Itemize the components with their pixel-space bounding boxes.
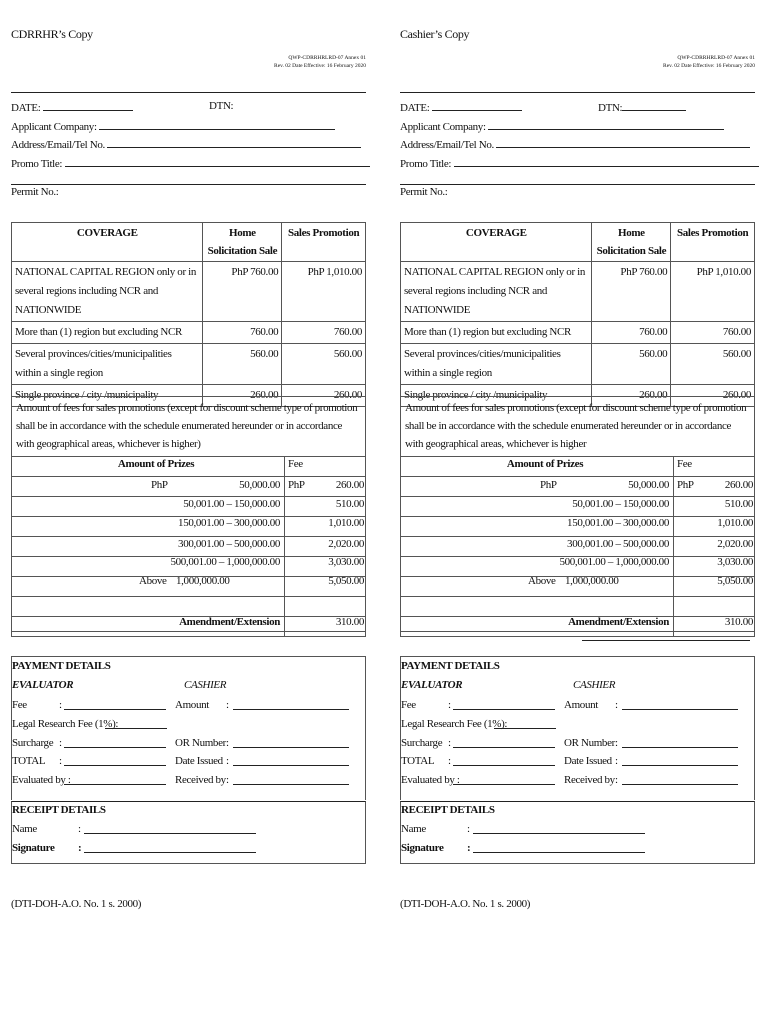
coverage-area: NATIONAL CAPITAL REGION only or in several regions including NCR and NATIONWIDE	[12, 262, 203, 322]
php-label: PhP	[151, 479, 168, 491]
received-by-label: Received by	[564, 774, 615, 786]
prize-range: 150,001.00 – 300,000.00	[178, 517, 280, 529]
fee-header: Fee	[677, 458, 692, 470]
received-by-label: Received by	[175, 774, 226, 786]
prize-range: 50,001.00 – 150,000.00	[572, 498, 669, 510]
above-value: 1,000,000.00	[176, 575, 230, 587]
prize-row	[11, 476, 366, 495]
colon: :	[226, 737, 229, 749]
fee-label: Fee	[12, 699, 27, 711]
name-field[interactable]	[84, 823, 256, 834]
surcharge-label: Surcharge	[12, 737, 54, 749]
amount-label: Amount	[564, 699, 598, 711]
promo-fee: 260.00	[671, 385, 755, 407]
prize-row	[400, 514, 755, 533]
fee-label: Fee	[401, 699, 416, 711]
coverage-area: Single province / city /municipality	[12, 385, 203, 407]
coverage-area: Single province / city /municipality	[401, 385, 592, 407]
date-row	[11, 100, 366, 114]
prize-row	[11, 553, 366, 572]
date-label: DATE:	[400, 102, 430, 114]
fees-intro: Amount of fees for sales promotions (except for discount scheme type of promotion shall be in accordance with the schedule enumerated hereunder or in accordance with geographical areas, whichever is higher	[405, 402, 747, 450]
coverage-header: COVERAGE	[12, 223, 203, 262]
evaluated-by-label: Evaluated by :	[401, 774, 460, 786]
above-label: Above	[528, 575, 556, 587]
fee-header: Fee	[288, 458, 303, 470]
surcharge-label: Surcharge	[401, 737, 443, 749]
permit-row	[11, 186, 366, 198]
prize-range: 300,001.00 – 500,000.00	[567, 538, 669, 550]
signature-field[interactable]	[473, 842, 645, 853]
home-fee: 260.00	[592, 385, 671, 407]
coverage-row	[401, 322, 755, 344]
divider	[400, 184, 755, 185]
payment-details-box	[400, 656, 755, 800]
home-fee: 560.00	[203, 344, 282, 385]
colon: :	[467, 842, 471, 854]
home-solicitation-header: Home Solicitation Sale	[203, 223, 282, 262]
above-value: 1,000,000.00	[565, 575, 619, 587]
evaluator-label: EVALUATOR	[12, 679, 74, 691]
signature-field[interactable]	[84, 842, 256, 853]
prize-row	[11, 535, 366, 554]
company-label: Applicant Company:	[400, 121, 486, 133]
surcharge-field[interactable]	[453, 737, 555, 748]
colon: :	[467, 823, 470, 835]
date-field[interactable]	[432, 100, 522, 111]
amount-header: Amount of Prizes	[117, 458, 195, 470]
company-row	[400, 119, 755, 133]
colon: :	[78, 842, 82, 854]
payment-title: PAYMENT DETAILS	[12, 660, 111, 672]
cashier-label: CASHIER	[184, 679, 227, 691]
received-by-field[interactable]	[622, 774, 738, 785]
receipt-title: RECEIPT DETAILS	[12, 804, 106, 816]
prize-row	[11, 495, 366, 514]
colon: :	[78, 823, 81, 835]
prize-row	[400, 495, 755, 514]
total-field[interactable]	[64, 755, 166, 766]
evaluated-by-label: Evaluated by :	[12, 774, 71, 786]
coverage-row	[12, 322, 366, 344]
fee-field[interactable]	[453, 699, 555, 710]
coverage-row	[401, 262, 755, 322]
coverage-header-row	[12, 223, 366, 262]
copy-title: CDRRHR’s Copy	[11, 27, 93, 41]
prize-fee: 510.00	[335, 498, 364, 510]
home-fee: 760.00	[592, 322, 671, 344]
colon: :	[448, 699, 451, 711]
cashier-label: CASHIER	[573, 679, 616, 691]
prize-row-above	[11, 572, 366, 591]
copy-title: Cashier’s Copy	[400, 27, 470, 41]
sales-promotion-header: Sales Promotion	[671, 223, 755, 262]
receipt-details-box	[11, 801, 366, 864]
footer-reference: (DTI-DOH-A.O. No. 1 s. 2000)	[400, 898, 531, 910]
prize-fee: 2,020.00	[717, 538, 753, 550]
amount-header: Amount of Prizes	[506, 458, 584, 470]
promo-fee: 260.00	[282, 385, 366, 407]
amount-field[interactable]	[622, 699, 738, 710]
prize-row	[400, 476, 755, 495]
coverage-header: COVERAGE	[401, 223, 592, 262]
colon: :	[615, 774, 618, 786]
date-issued-field[interactable]	[233, 755, 349, 766]
amendment-row	[400, 613, 755, 632]
company-field[interactable]	[488, 119, 724, 130]
total-label: TOTAL	[401, 755, 435, 767]
address-label: Address/Email/Tel No.	[11, 139, 105, 151]
home-fee: 260.00	[203, 385, 282, 407]
colon: :	[448, 737, 451, 749]
coverage-header-row	[401, 223, 755, 262]
company-label: Applicant Company:	[11, 121, 97, 133]
php-label: PhP	[288, 479, 305, 491]
address-row	[400, 137, 755, 151]
or-number-field[interactable]	[622, 737, 738, 748]
php-label: PhP	[677, 479, 694, 491]
address-label: Address/Email/Tel No.	[400, 139, 494, 151]
promo-fee: PhP 1,010.00	[282, 262, 366, 322]
amount-field[interactable]	[233, 699, 349, 710]
above-fee: 5,050.00	[328, 575, 364, 587]
colon: :	[59, 737, 62, 749]
prize-range: 150,001.00 – 300,000.00	[567, 517, 669, 529]
prize-fee: 260.00	[724, 479, 753, 491]
colon: :	[59, 699, 62, 711]
legal-research-fee-label: Legal Research Fee (1%):	[12, 718, 119, 730]
coverage-row	[401, 344, 755, 385]
prize-row	[400, 535, 755, 554]
amendment-label: Amendment/Extension	[179, 616, 280, 628]
prize-row	[11, 514, 366, 533]
prize-fee: 260.00	[335, 479, 364, 491]
colon: :	[226, 774, 229, 786]
or-number-label: OR Number	[564, 737, 615, 749]
above-label: Above	[139, 575, 167, 587]
legal-research-fee-field[interactable]	[494, 718, 556, 729]
divider	[11, 184, 366, 185]
divider	[11, 92, 366, 93]
legal-research-fee-field[interactable]	[105, 718, 167, 729]
divider	[400, 92, 755, 93]
receipt-title: RECEIPT DETAILS	[401, 804, 495, 816]
fee-field[interactable]	[64, 699, 166, 710]
form-code-line2: Rev. 02 Date Effective: 16 February 2020	[663, 63, 755, 69]
coverage-table	[11, 222, 366, 407]
prize-fee: 510.00	[724, 498, 753, 510]
prize-row-above	[400, 572, 755, 591]
payment-details-box	[11, 656, 366, 800]
promo-field[interactable]	[65, 156, 370, 167]
amendment-row	[11, 613, 366, 632]
coverage-area: NATIONAL CAPITAL REGION only or in several regions including NCR and NATIONWIDE	[401, 262, 592, 322]
prize-range: 300,001.00 – 500,000.00	[178, 538, 280, 550]
prize-fee: 1,010.00	[717, 517, 753, 529]
prize-fee: 3,030.00	[328, 556, 364, 568]
prize-range: 500,001.00 – 1,000,000.00	[170, 556, 280, 568]
permit-row	[400, 186, 755, 198]
company-row	[11, 119, 366, 133]
prize-range: 50,000.00	[239, 479, 280, 491]
prize-range: 50,001.00 – 150,000.00	[183, 498, 280, 510]
evaluated-by-field[interactable]	[64, 774, 166, 785]
form-code-line1: QWP-CDRRHRLRD-07 Annex 01	[288, 55, 366, 61]
form-code	[274, 54, 366, 70]
promo-fee: PhP 1,010.00	[671, 262, 755, 322]
promo-row	[11, 156, 366, 170]
payment-title: PAYMENT DETAILS	[401, 660, 500, 672]
or-number-label: OR Number	[175, 737, 226, 749]
dtn-field[interactable]	[622, 100, 686, 111]
coverage-table	[400, 222, 755, 407]
home-fee: 560.00	[592, 344, 671, 385]
total-field[interactable]	[453, 755, 555, 766]
prize-fee: 3,030.00	[717, 556, 753, 568]
amount-label: Amount	[175, 699, 209, 711]
coverage-area: Several provinces/cities/municipalities within a single region	[12, 344, 203, 385]
evaluator-label: EVALUATOR	[401, 679, 463, 691]
dtn-label: DTN:	[209, 100, 234, 112]
signature-label: Signature	[12, 842, 55, 854]
fees-intro: Amount of fees for sales promotions (except for discount scheme type of promotion shall be in accordance with the schedule enumerated hereunder or in accordance with geographical areas, whichever is higher)	[16, 402, 358, 450]
permit-label: Permit No.:	[11, 186, 59, 198]
date-issued-label: Date Issued	[564, 755, 612, 767]
coverage-row	[12, 344, 366, 385]
footer-reference: (DTI-DOH-A.O. No. 1 s. 2000)	[11, 898, 142, 910]
home-fee: PhP 760.00	[203, 262, 282, 322]
name-field[interactable]	[473, 823, 645, 834]
amendment-fee: 310.00	[724, 616, 753, 628]
promo-label: Promo Title:	[400, 158, 452, 170]
colon: :	[226, 755, 229, 767]
promo-fee: 760.00	[282, 322, 366, 344]
permit-label: Permit No.:	[400, 186, 448, 198]
sales-promotion-header: Sales Promotion	[282, 223, 366, 262]
home-fee: PhP 760.00	[592, 262, 671, 322]
name-label: Name	[401, 823, 426, 835]
amendment-fee: 310.00	[335, 616, 364, 628]
above-fee: 5,050.00	[717, 575, 753, 587]
home-fee: 760.00	[203, 322, 282, 344]
dtn-label	[598, 100, 686, 114]
coverage-row	[12, 262, 366, 322]
php-label: PhP	[540, 479, 557, 491]
coverage-area: Several provinces/cities/municipalities within a single region	[401, 344, 592, 385]
or-number-field[interactable]	[233, 737, 349, 748]
prize-row	[400, 553, 755, 572]
name-label: Name	[12, 823, 37, 835]
evaluated-by-field[interactable]	[453, 774, 555, 785]
form-code	[663, 54, 755, 70]
coverage-area: More than (1) region but excluding NCR	[12, 322, 203, 344]
surcharge-field[interactable]	[64, 737, 166, 748]
prize-fee: 2,020.00	[328, 538, 364, 550]
home-solicitation-header: Home Solicitation Sale	[592, 223, 671, 262]
address-row	[11, 137, 366, 151]
coverage-area: More than (1) region but excluding NCR	[401, 322, 592, 344]
date-row	[400, 100, 755, 114]
date-issued-field[interactable]	[622, 755, 738, 766]
address-field[interactable]	[107, 137, 361, 148]
date-issued-label: Date Issued	[175, 755, 223, 767]
amendment-label: Amendment/Extension	[568, 616, 669, 628]
received-by-field[interactable]	[233, 774, 349, 785]
promo-row	[400, 156, 755, 170]
company-field[interactable]	[99, 119, 335, 130]
address-field[interactable]	[496, 137, 750, 148]
prize-range: 50,000.00	[628, 479, 669, 491]
dtn-label-text: DTN:	[598, 102, 623, 114]
prize-range: 500,001.00 – 1,000,000.00	[559, 556, 669, 568]
promo-field[interactable]	[454, 156, 759, 167]
colon: :	[615, 699, 618, 711]
receipt-details-box	[400, 801, 755, 864]
date-field[interactable]	[43, 100, 133, 111]
signature-label: Signature	[401, 842, 444, 854]
prize-fee: 1,010.00	[328, 517, 364, 529]
promo-fee: 560.00	[282, 344, 366, 385]
total-label: TOTAL	[12, 755, 46, 767]
colon: :	[59, 755, 62, 767]
colon: :	[615, 737, 618, 749]
colon: :	[226, 699, 229, 711]
form-code-line2: Rev. 02 Date Effective: 16 February 2020	[274, 63, 366, 69]
legal-research-fee-label: Legal Research Fee (1%):	[401, 718, 508, 730]
promo-fee: 560.00	[671, 344, 755, 385]
signature-line	[582, 640, 750, 641]
date-label: DATE:	[11, 102, 41, 114]
promo-fee: 760.00	[671, 322, 755, 344]
form-code-line1: QWP-CDRRHRLRD-07 Annex 01	[677, 55, 755, 61]
colon: :	[448, 755, 451, 767]
promo-label: Promo Title:	[11, 158, 63, 170]
colon: :	[615, 755, 618, 767]
